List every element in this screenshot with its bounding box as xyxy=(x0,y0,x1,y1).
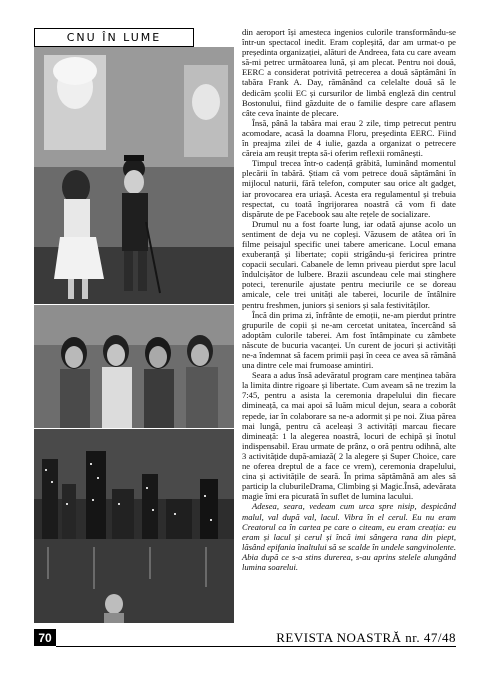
section-heading-text: CNU ÎN LUME xyxy=(66,31,162,44)
page-number-text: 70 xyxy=(38,630,52,645)
magazine-title: REVISTA NOASTRĂ nr. 47/48 xyxy=(276,630,456,645)
article-paragraph: din aeroport își amesteca ingenios culorile transformându-se într-un spectacol inedit. Eram copleșită, dar am urmat-o pe președinta organizației, alături de Andreea, fata cu care aveam să-mi petrec următoarea lună, și am plecat. Pentru noi două, EERC a considerat potrivită petrecerea a două săptămâni în tabăra Frank A. Day, rămânând ca celelalte două să le dedicăm școlii EC și cursurilor de limbă engleză din centrul Bostonului, fiind găzduite de o familie despre care aflasem câte ceva înainte de plecare. xyxy=(242,27,456,118)
article-body xyxy=(242,27,456,572)
article-paragraph-italic: Adesea, seara, vedeam cum urca spre nisip, despicând malul, val după val, lacul. Vibra în el cerul. Eu nu eram Creatorul ca în cartea pe care o citeam, eu eram creația: eu eram și lacul și cerul și încă imi sângera rana din piept, lăsând epifania înaltului să se scalde în undele sangvinolente. Abia după ce s-a stins durerea, s-au aprins stelele alungând lumina soarelui. xyxy=(242,501,456,572)
photo-chaplin-drawing xyxy=(34,47,234,304)
photo-city-skyline xyxy=(34,429,234,623)
section-heading xyxy=(34,28,194,47)
article-paragraph: Timpul trecea într-o cadență grăbită, luminând momentul plecării în tabără. Știam că vom petrece două săptămâni în mijlocul naturii, fără telefon, computer sau orice alt gadget, iar provocarea era uriașă. Acesta era regulamentul și trebuia respectat, cu toată îngrijorarea noastră că vom fi date dispărute de pe Facebook sau alte rețele de socializare. xyxy=(242,158,456,219)
page-number xyxy=(34,629,56,646)
article-paragraph: Drumul nu a fost foarte lung, iar odată ajunse acolo un sentiment de deja vu ne copleși. Văzusem de atâtea ori în filme peisajul specific unei tabere americane. Locul emana exuberanță și libertate; copii strigându-și fericirea printre copacii seculari. Cabanele de lemn priveau pierdut spre lacul îndulcișător de lulbere. Brazii ascundeau cele mai stinghere poteci, terenurile ajustate pentru meciurile ce se doreau amicale, cele trei unități ale taberei, locurile de întâlnire pentru freshmen, juniors și seniors și sala festivităților. xyxy=(242,218,456,310)
article-paragraph: Seara a adus însă adevăratul program care menținea tabăra la limita dintre rigoare și libertate. Cum aveam să ne trezim la 7:45, pentru a asista la ceremonia drapelului din fiecare dimineață, ca mai apoi să luăm micul dejun, seara a coborât repede, iar în colaborare sa ne-a adormit și pe noi. Ziua părea mai lungă, pentru că aceleași 3 activități marcau fiecare dimineață: 1 la alegerea noastră, locuri de echipă și înotul indispensabil. Erau urmate de prânz, o oră pentru odihnă, alte 3 activitățide după-amiază( 2 la alegere și Super Choice, care ne oferea dreptul de a face ce vrem), ceremonia drapelului, cina și activitățile de seară. În prima săptămână am ales să particip la cluburileDrama, Climbing și Magic.Însă, adevărata magie îmi era picurată în suflet de lumina lacului. xyxy=(242,370,456,502)
footer-divider xyxy=(56,646,456,647)
article-paragraph: Însă, până la tabăra mai erau 2 zile, timp petrecut pentru acomodare, acasă la doamna Floru, președinta EERC. Fiind în preajma zilei de 4 iulie, gazda a organizat o petrecere căreia am reușit trepta să-i oferim reflexii românești. xyxy=(242,117,456,159)
photo-group-drawing xyxy=(34,305,234,428)
photo-group-girls xyxy=(34,305,234,428)
article-paragraph: Încă din prima zi, înfrânte de emoții, ne-am pierdut printre grupurile de copii și ne-am cercetat unitatea, încercând să adoptăm culorile taberei. Am fost întâmpinate cu zâmbete născute de bucuria vacanței. Un curent de jocuri și activități ne-a îndemnat să facem primii pași în ceea ce avea să rămână una dintre cele mai frumoase amintiri. xyxy=(242,309,456,371)
photo-skyline-drawing xyxy=(34,429,234,623)
photo-chaplin-girls xyxy=(34,47,234,304)
